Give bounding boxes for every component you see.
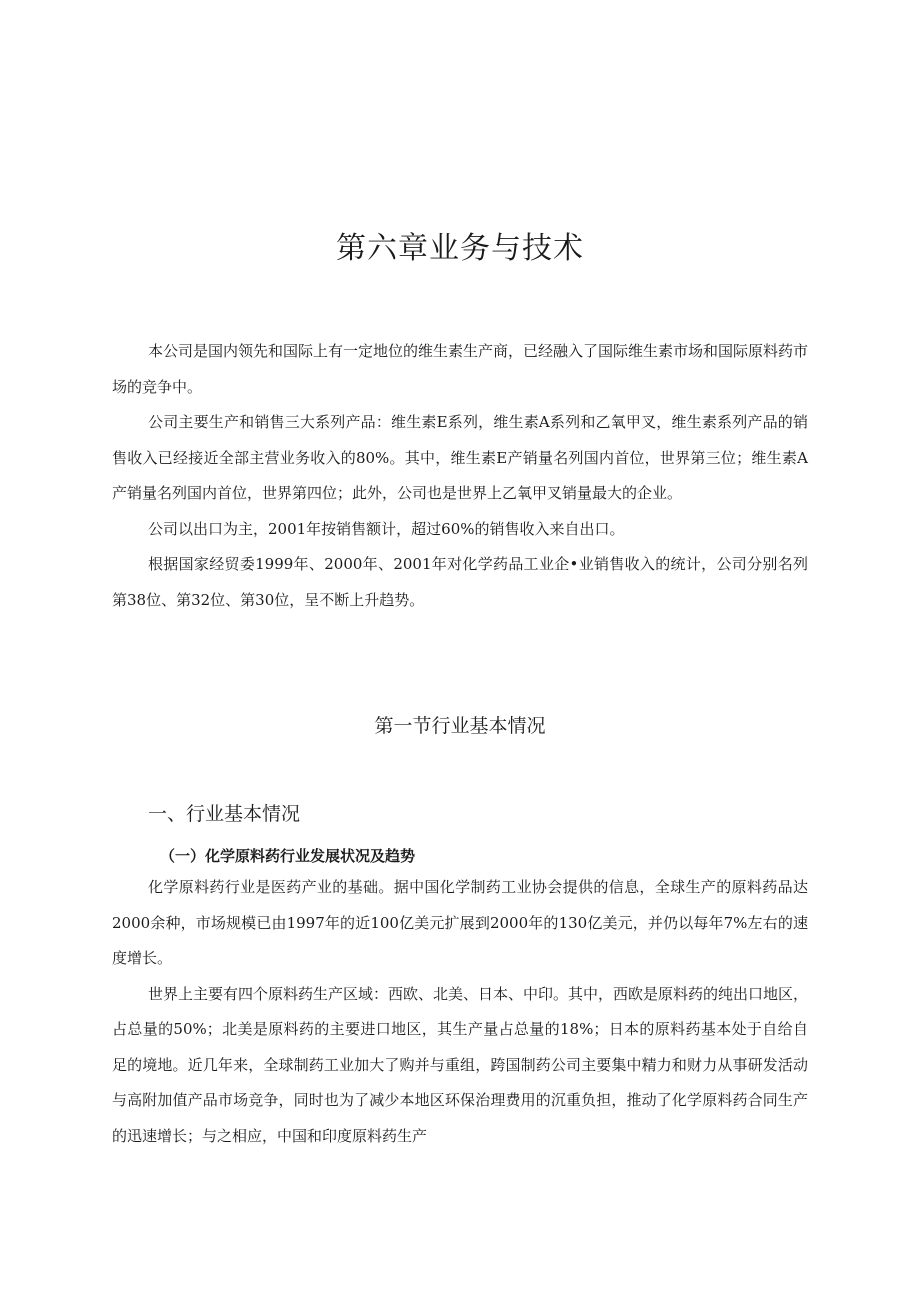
heading-1: 一、行业基本情况 (148, 803, 301, 825)
intro-paragraph-1: 本公司是国内领先和国际上有一定地位的维生素生产商，已经融入了国际维生素市场和国际原料药市场的竞争中。 (112, 342, 809, 396)
intro-paragraph-2: 公司主要生产和销售三大系列产品：维生素E系列，维生素A系列和乙氧甲叉，维生素系列产品的销售收入已经接近全部主营业务收入的80%。其中，维生素E产销量名列国内首位，世界第三位；维生素A产销量名列国内首位，世界第四位；此外，公司也是世界上乙氧甲叉销量最大的企业。 (112, 413, 808, 502)
section-paragraph-2: 世界上主要有四个原料药生产区域：西欧、北美、日本、中印。其中，西欧是原料药的纯出口地区，占总量的50%；北美是原料药的主要进口地区，其生产量占总量的18%；日本的原料药基本处于自给自足的境地。近几年来，全球制药工业加大了购并与重组，跨国制药公司主要集中精力和财力从事研发活动与高附加值产品市场竞争，同时也为了减少本地区环保治理费用的沉重负担，推动了化学原料药合同生产的迅速增长；与之相应，中国和印度原料药生产 (112, 984, 809, 1145)
intro-paragraph-4: 根据国家经贸委1999年、2000年、2001年对化学药品工业企•业销售收入的统计，公司分别名列第38位、第32位、第30位，呈不断上升趋势。 (112, 555, 808, 609)
section-body (112, 870, 808, 1154)
intro-paragraph-3: 公司以出口为主，2001年按销售额计，超过60%的销售收入来自出口。 (148, 519, 625, 538)
section-paragraph-1: 化学原料药行业是医药产业的基础。据中国化学制药工业协会提供的信息，全球生产的原料药品达2000余种，市场规模已由1997年的近100亿美元扩展到2000年的130亿美元，并仍以每年7%左右的速度增长。 (112, 878, 808, 967)
intro-section (112, 334, 808, 618)
heading-2: （一）化学原料药行业发展状况及趋势 (160, 847, 416, 865)
chapter-title: 第六章业务与技术 (336, 231, 584, 266)
section-title: 第一节行业基本情况 (374, 715, 546, 737)
